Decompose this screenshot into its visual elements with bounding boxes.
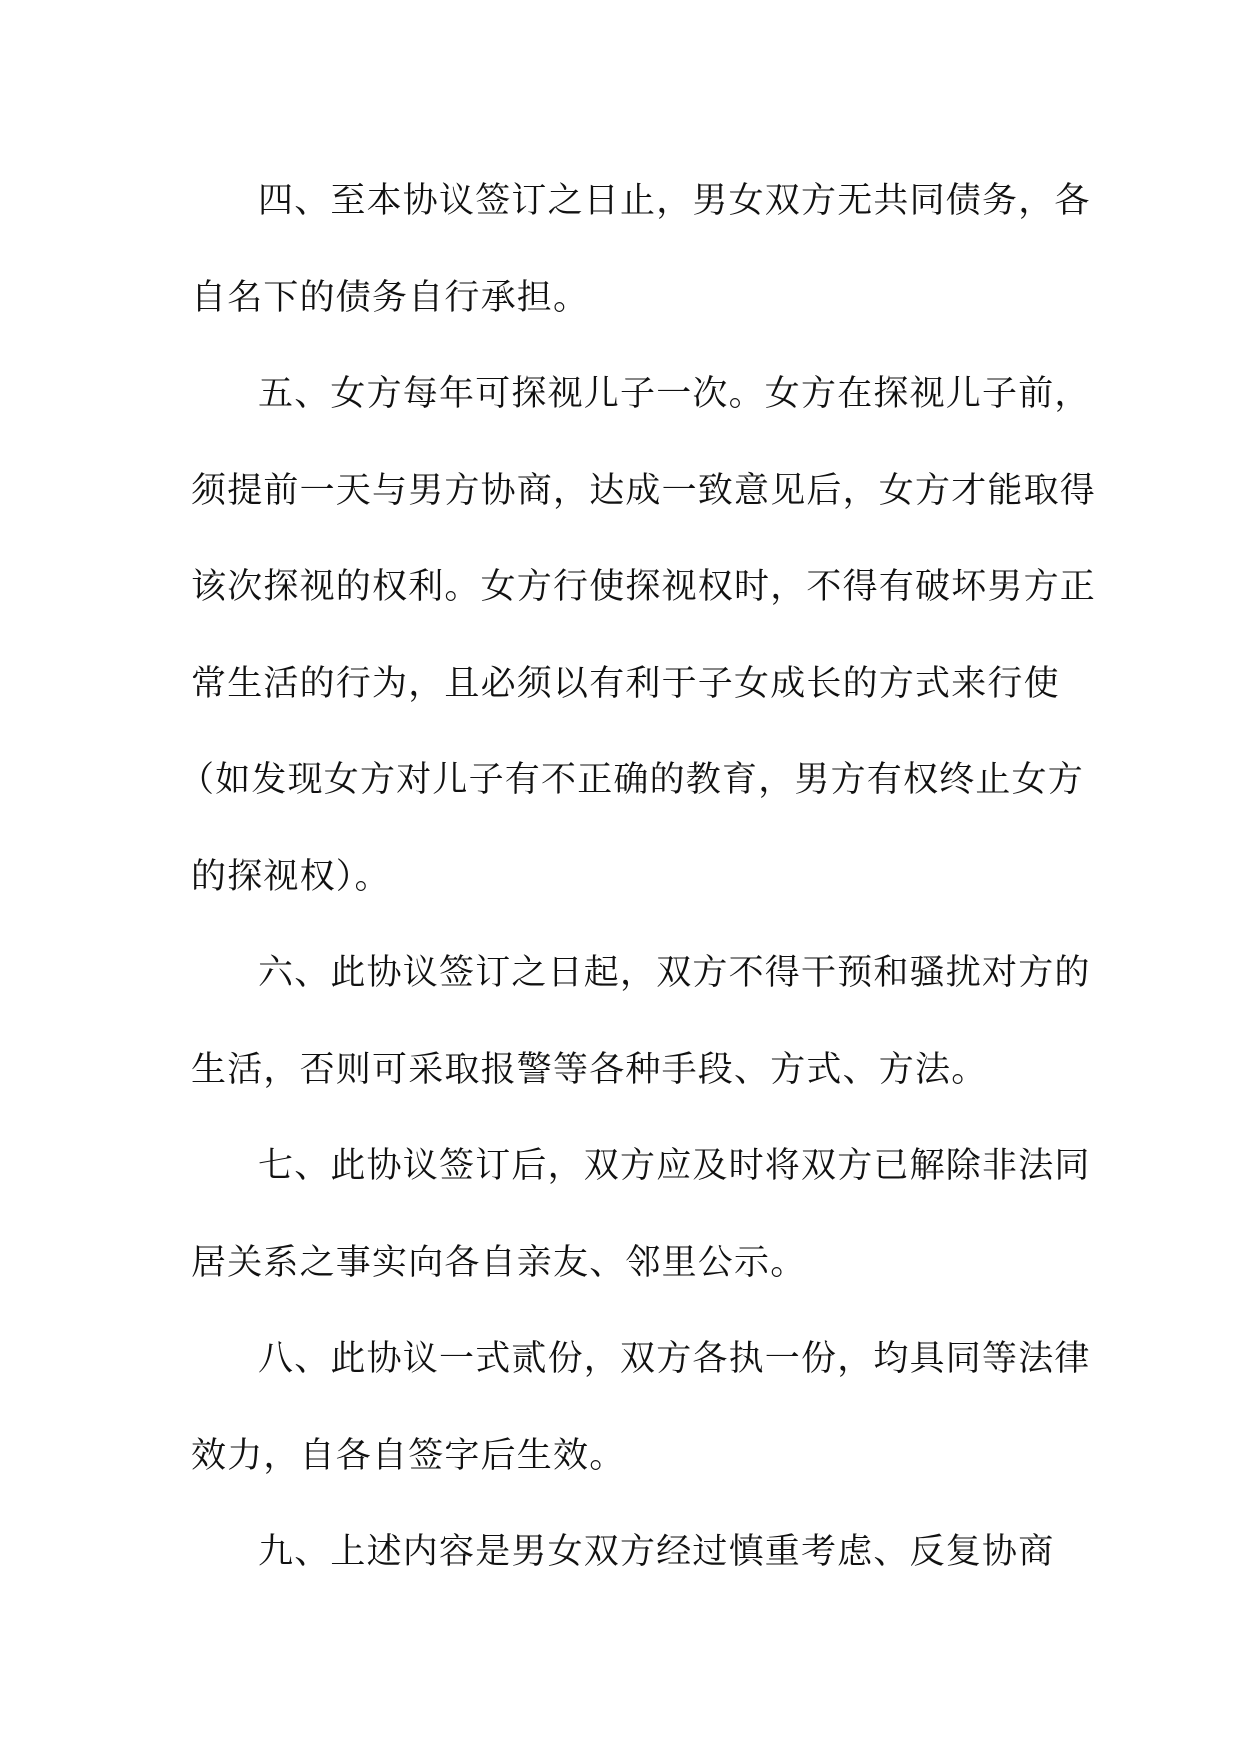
clause-6-line-2: 生活，否则可采取报警等各种手段、方式、方法。 [191,1049,988,1090]
document-body [179,170,1097,1618]
clause-7-line-1: 七、此协议签订后，双方应及时将双方已解除非法同 [258,1146,1091,1186]
clause-5-line-5: （如发现女方对儿子有不正确的教育，男方有权终止女方 [179,760,1085,800]
clause-5-line-2: 须提前一天与男方协商，达成一致意见后，女方才能取得 [191,470,1097,511]
clause-4-line-1: 四、至本协议签订之日止，男女双方无共同债务，各 [258,181,1091,221]
clause-9-line-1: 九、上述内容是男女双方经过慎重考虑、反复协商 [258,1532,1055,1572]
clause-8-line-2: 效力，自各自签字后生效。 [191,1435,626,1476]
clause-7-line-2: 居关系之事实向各自亲友、邻里公示。 [191,1242,807,1283]
clause-5-line-6: 的探视权）。 [191,856,391,897]
clause-6-line-1: 六、此协议签订之日起，双方不得干预和骚扰对方的 [258,953,1091,993]
clause-5-line-1: 五、女方每年可探视儿子一次。女方在探视儿子前， [258,374,1091,414]
clause-5-line-4: 常生活的行为，且必须以有利于子女成长的方式来行使 [191,663,1060,704]
clause-8-line-1: 八、此协议一式贰份，双方各执一份，均具同等法律 [258,1339,1091,1379]
clause-5-line-3: 该次探视的权利。女方行使探视权时，不得有破坏男方正 [191,567,1097,607]
clause-4-line-2: 自名下的债务自行承担。 [191,277,590,318]
